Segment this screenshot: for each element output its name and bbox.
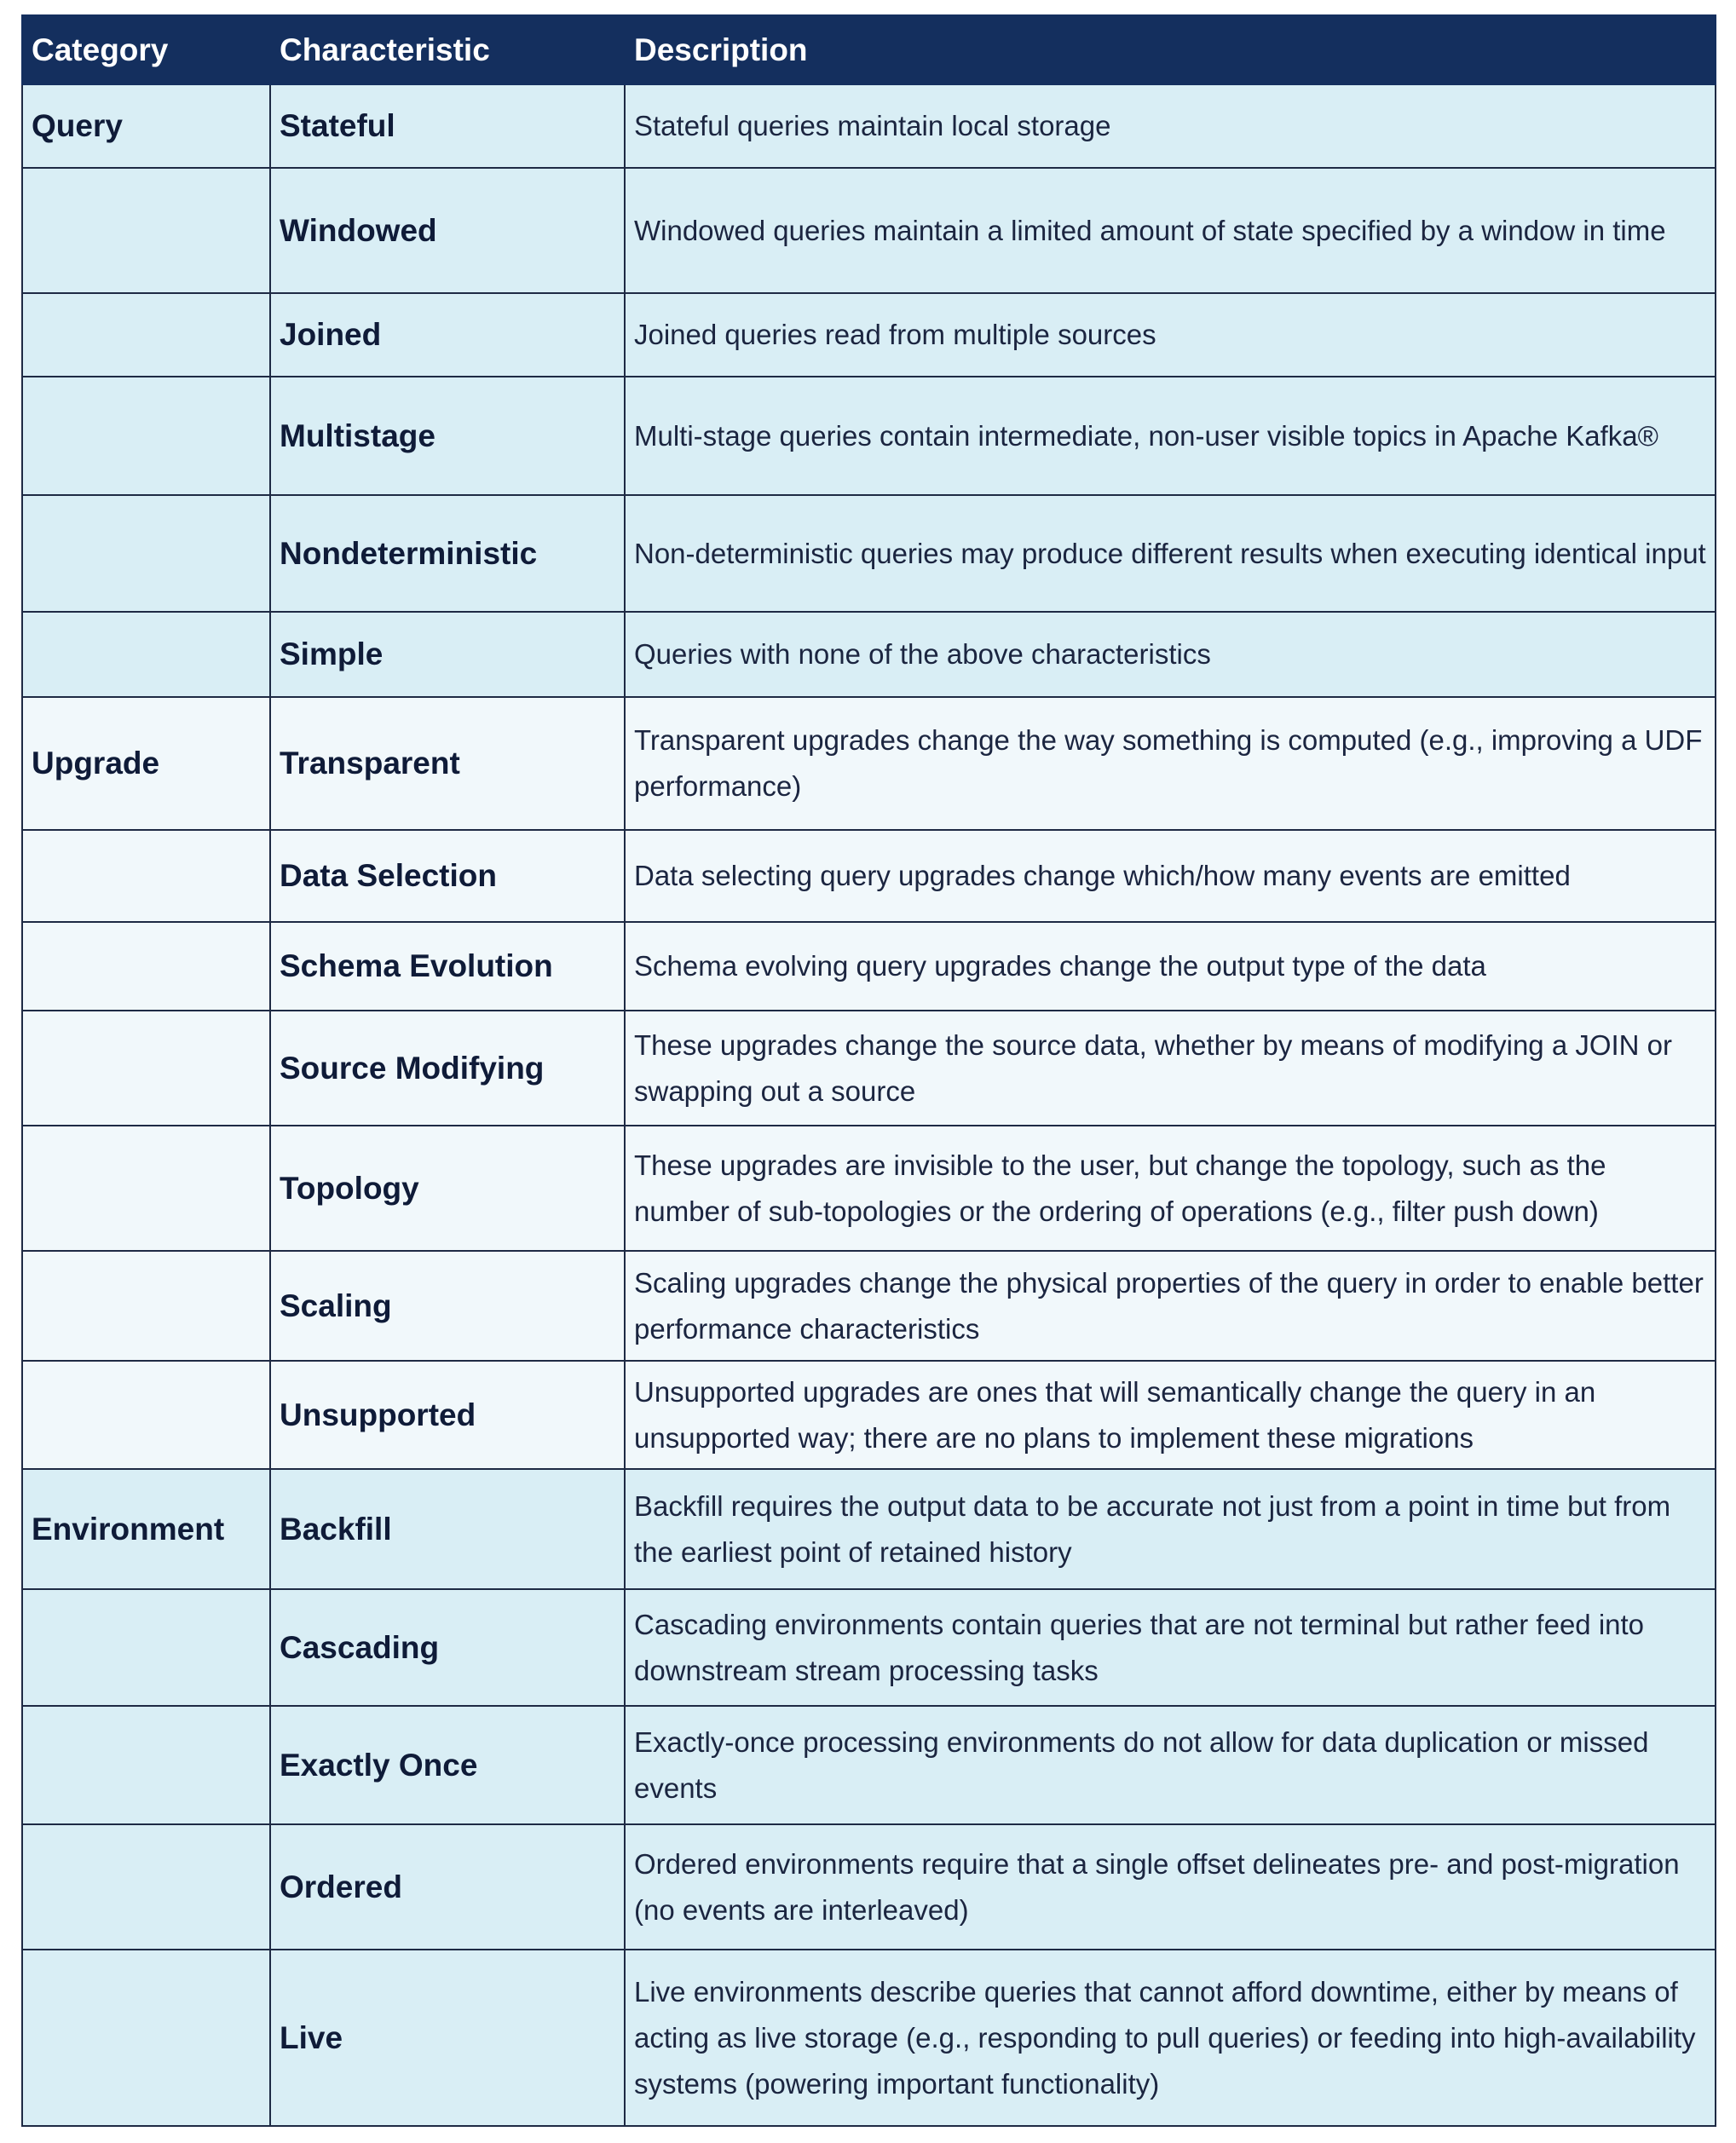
description-cell: Unsupported upgrades are ones that will semantically change the query in an unsupported way; there are no plans to implement these migrations [625, 1361, 1716, 1469]
characteristic-cell: Source Modifying [270, 1011, 625, 1126]
category-cell [22, 293, 270, 377]
characteristic-cell: Cascading [270, 1589, 625, 1706]
header-description: Description [625, 15, 1716, 84]
description-cell: Stateful queries maintain local storage [625, 84, 1716, 168]
table-row [22, 1706, 1716, 1824]
description-cell: Backfill requires the output data to be accurate not just from a point in time but from the earliest point of retained history [625, 1469, 1716, 1589]
category-cell: Environment [22, 1469, 270, 1589]
characteristics-table [21, 14, 1716, 2127]
header-characteristic: Characteristic [270, 15, 625, 84]
category-cell [22, 1361, 270, 1469]
description-cell: Scaling upgrades change the physical properties of the query in order to enable better performance characteristics [625, 1251, 1716, 1361]
category-cell [22, 168, 270, 293]
table-row [22, 168, 1716, 293]
table-row [22, 612, 1716, 697]
category-cell [22, 1824, 270, 1950]
description-cell: Queries with none of the above characteristics [625, 612, 1716, 697]
description-cell: Exactly-once processing environments do not allow for data duplication or missed events [625, 1706, 1716, 1824]
table-row [22, 84, 1716, 168]
category-cell [22, 495, 270, 612]
characteristic-cell: Transparent [270, 697, 625, 830]
description-cell: Windowed queries maintain a limited amount of state specified by a window in time [625, 168, 1716, 293]
table-row [22, 1469, 1716, 1589]
table-header-row [22, 15, 1716, 84]
table-row [22, 1361, 1716, 1469]
table-row [22, 495, 1716, 612]
category-cell [22, 1706, 270, 1824]
category-cell [22, 612, 270, 697]
characteristic-cell: Live [270, 1950, 625, 2126]
table-row [22, 1251, 1716, 1361]
description-cell: Joined queries read from multiple sources [625, 293, 1716, 377]
characteristic-cell: Schema Evolution [270, 922, 625, 1011]
category-cell [22, 922, 270, 1011]
table-row [22, 830, 1716, 922]
category-cell: Query [22, 84, 270, 168]
description-cell: These upgrades are invisible to the user, but change the topology, such as the number of sub-topologies or the ordering of operations (e.g., filter push down) [625, 1126, 1716, 1251]
category-cell [22, 1589, 270, 1706]
characteristic-cell: Data Selection [270, 830, 625, 922]
description-cell: Schema evolving query upgrades change the output type of the data [625, 922, 1716, 1011]
description-cell: Ordered environments require that a single offset delineates pre- and post-migration (no events are interleaved) [625, 1824, 1716, 1950]
description-cell: Cascading environments contain queries that are not terminal but rather feed into downstream stream processing tasks [625, 1589, 1716, 1706]
characteristic-cell: Exactly Once [270, 1706, 625, 1824]
header-category: Category [22, 15, 270, 84]
table-row [22, 697, 1716, 830]
characteristic-cell: Nondeterministic [270, 495, 625, 612]
characteristic-cell: Backfill [270, 1469, 625, 1589]
category-cell [22, 830, 270, 922]
table-row [22, 1589, 1716, 1706]
table-row [22, 1011, 1716, 1126]
category-cell [22, 1251, 270, 1361]
table-row [22, 922, 1716, 1011]
table-row [22, 1126, 1716, 1251]
description-cell: These upgrades change the source data, whether by means of modifying a JOIN or swapping out a source [625, 1011, 1716, 1126]
characteristic-cell: Simple [270, 612, 625, 697]
category-cell [22, 1950, 270, 2126]
table-row [22, 1950, 1716, 2126]
characteristic-cell: Multistage [270, 377, 625, 495]
description-cell: Live environments describe queries that cannot afford downtime, either by means of acting as live storage (e.g., responding to pull queries) or feeding into high-availability systems (powering important functionality) [625, 1950, 1716, 2126]
characteristic-cell: Ordered [270, 1824, 625, 1950]
characteristics-table-wrapper [21, 14, 1715, 2127]
description-cell: Multi-stage queries contain intermediate, non-user visible topics in Apache Kafka® [625, 377, 1716, 495]
characteristic-cell: Scaling [270, 1251, 625, 1361]
category-cell [22, 1126, 270, 1251]
table-row [22, 377, 1716, 495]
characteristic-cell: Windowed [270, 168, 625, 293]
table-body [22, 84, 1716, 2126]
characteristic-cell: Joined [270, 293, 625, 377]
description-cell: Data selecting query upgrades change which/how many events are emitted [625, 830, 1716, 922]
table-row [22, 1824, 1716, 1950]
category-cell [22, 377, 270, 495]
table-row [22, 293, 1716, 377]
characteristic-cell: Unsupported [270, 1361, 625, 1469]
characteristic-cell: Topology [270, 1126, 625, 1251]
category-cell: Upgrade [22, 697, 270, 830]
category-cell [22, 1011, 270, 1126]
description-cell: Non-deterministic queries may produce different results when executing identical input [625, 495, 1716, 612]
description-cell: Transparent upgrades change the way something is computed (e.g., improving a UDF performance) [625, 697, 1716, 830]
characteristic-cell: Stateful [270, 84, 625, 168]
